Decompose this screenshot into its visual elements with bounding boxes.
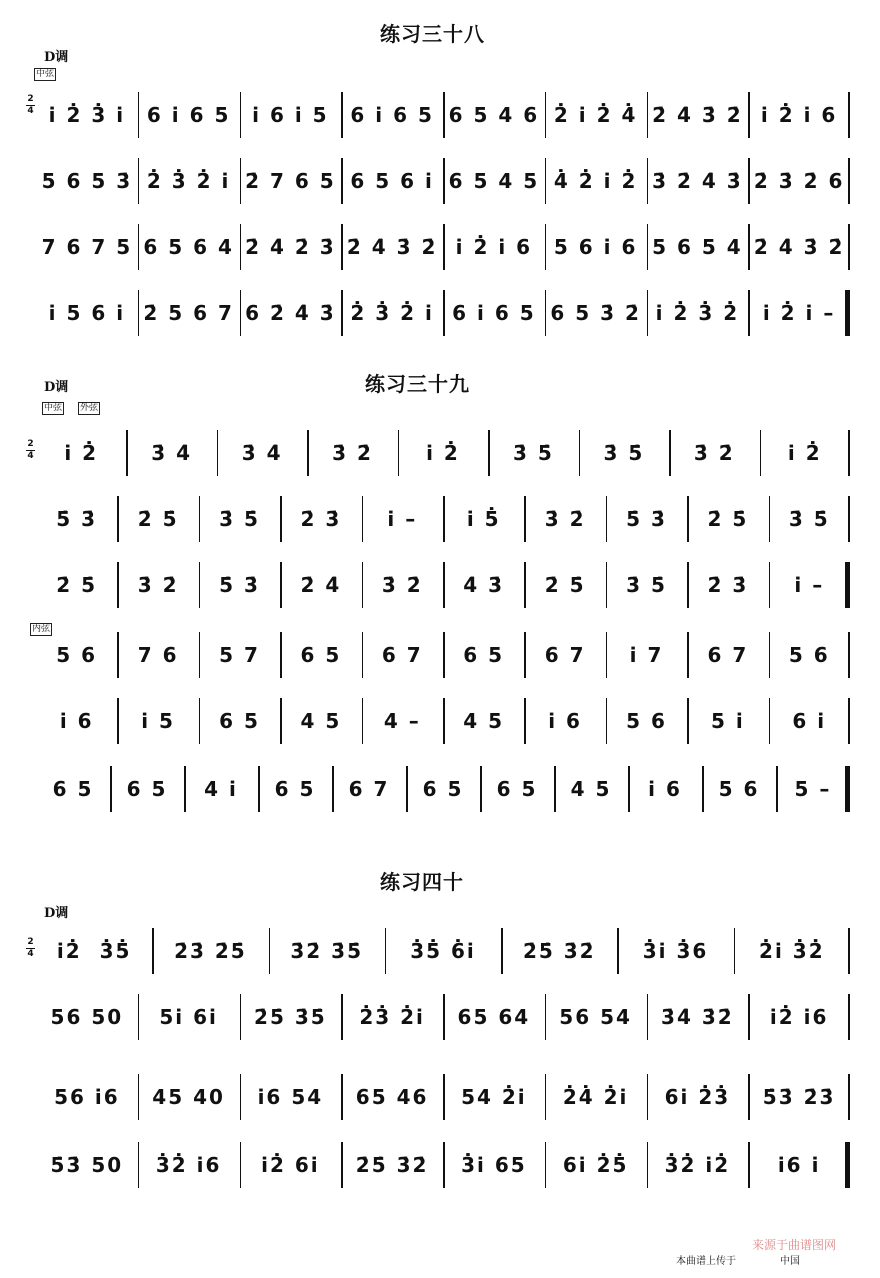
measure: 6 7 <box>381 643 423 667</box>
bar-line <box>280 562 282 608</box>
bar-line <box>443 224 445 270</box>
measure: i̇ 2̇ 3̇ i̇ <box>48 103 126 127</box>
exercise-39-title: 练习三十九 <box>365 372 470 396</box>
bar-line <box>217 430 219 476</box>
bar-line <box>443 290 445 336</box>
measure: 65 64 <box>457 1005 531 1029</box>
bar-line <box>848 158 850 204</box>
bar-line <box>199 632 201 678</box>
bar-line <box>748 994 750 1040</box>
measure: 2̇ 3̇ <box>300 507 342 531</box>
bar-line <box>341 994 343 1040</box>
score-line <box>36 430 850 476</box>
score-line <box>36 1142 850 1188</box>
bar-line <box>138 224 140 270</box>
score-line <box>36 158 850 204</box>
measure: 4 i̇ <box>204 777 238 801</box>
measure: 3̇ 5̇ <box>626 573 667 597</box>
score-line <box>36 928 850 974</box>
bar-line <box>443 1074 445 1120</box>
bar-line <box>280 496 282 542</box>
bar-line <box>501 928 503 974</box>
measure: 2̇ 3̇ 2̇ i̇ <box>146 169 231 193</box>
measure: 2̇4̇ 2̇i̇ <box>562 1085 629 1109</box>
measure: i̇ 2̇ 3̇ 2̇ <box>655 301 740 325</box>
measure: 2̇i̇ 3̇2̇ <box>759 939 825 963</box>
bar-line <box>606 698 608 744</box>
bar-line <box>138 290 140 336</box>
bar-line <box>199 496 201 542</box>
measure: 6 5 4 6 <box>448 103 540 127</box>
bar-line <box>488 430 490 476</box>
bar-line <box>240 290 242 336</box>
measure: 6 5 <box>300 643 342 667</box>
bar-line <box>734 928 736 974</box>
measure: 6 i̇ 6 5 <box>146 103 231 127</box>
bar-line <box>117 496 119 542</box>
measure: 6 i̇ 6 5 <box>452 301 536 325</box>
bar-line <box>769 562 771 608</box>
measure: i̇ – <box>794 573 825 597</box>
bar-line <box>702 766 704 812</box>
measure: 6 5 3̇ 2̇ <box>550 301 641 325</box>
measure: 5i̇ 6i̇ <box>159 1005 218 1029</box>
bar-line <box>443 632 445 678</box>
measure: 5 6 i̇ 6 <box>553 235 638 259</box>
bar-line <box>848 994 850 1040</box>
bar-line <box>341 158 343 204</box>
exercise-38-time-signature: 2 4 <box>27 94 34 116</box>
measure: i̇ 6 i̇ 5 <box>252 103 329 127</box>
bar-line <box>443 92 445 138</box>
measure: 6 7 <box>707 643 749 667</box>
exercise-40-key: D调 <box>44 906 69 921</box>
bar-line <box>443 698 445 744</box>
bar-line <box>110 766 112 812</box>
final-bar-line <box>845 562 850 608</box>
measure: 3̇5̇ 6̇i̇ <box>410 939 476 963</box>
score-line <box>36 562 850 608</box>
bar-line <box>152 928 154 974</box>
score-line <box>36 224 850 270</box>
final-bar-line <box>845 766 850 812</box>
measure: 3̇ 2̇ <box>332 441 373 465</box>
bar-line <box>269 928 271 974</box>
measure: i̇2̇ 3̇5̇ <box>56 939 132 963</box>
measure: 2̇ 5 6 7 <box>143 301 234 325</box>
bar-line <box>848 430 850 476</box>
measure: 4̇ 3̇ <box>463 573 505 597</box>
exercise-38-title: 练习三十八 <box>380 22 485 46</box>
measure: 6 5 <box>274 777 316 801</box>
bar-line <box>748 224 750 270</box>
bar-line <box>362 698 364 744</box>
measure: 3̇ 2̇ <box>693 441 735 465</box>
measure: 6 7 <box>544 643 586 667</box>
measure: 4 – <box>383 709 421 733</box>
measure: i̇ 2̇ <box>426 441 460 465</box>
measure: 5̇ 3̇ <box>219 573 260 597</box>
bar-line <box>307 430 309 476</box>
bar-line <box>362 632 364 678</box>
measure: 5 6 <box>626 709 667 733</box>
bar-line <box>117 632 119 678</box>
measure: 2̇ 3̇ 2̇ i̇ <box>350 301 434 325</box>
score-line <box>36 994 850 1040</box>
measure: 5 6 5 3̇ <box>41 169 133 193</box>
measure: i̇ 5̇ <box>466 507 501 531</box>
score-line <box>36 290 850 336</box>
measure: 2̇3̇ 2̇i̇ <box>359 1005 425 1029</box>
measure: 2̇3̇ 2̇5̇ <box>174 939 247 963</box>
footer-upload-note: 本曲谱上传于 <box>676 1256 736 1267</box>
exercise-39-key: D调 <box>44 380 69 395</box>
bar-line <box>848 632 850 678</box>
bar-line <box>280 632 282 678</box>
bar-line <box>769 698 771 744</box>
bar-line <box>748 1142 750 1188</box>
measure: 45 40 <box>152 1085 225 1109</box>
bar-line <box>687 632 689 678</box>
measure: 3̇2̇ 3̇5̇ <box>290 939 364 963</box>
exercise-40-time-signature: 2 4 <box>27 937 34 959</box>
measure: 6 5 <box>463 643 505 667</box>
measure: 3̇4̇ 3̇2̇ <box>661 1005 734 1029</box>
bar-line <box>240 994 242 1040</box>
final-bar-line <box>845 290 850 336</box>
bar-line <box>126 430 128 476</box>
measure: i̇ 2̇ <box>787 441 822 465</box>
measure: i̇6 i̇ <box>777 1153 821 1177</box>
bar-line <box>617 928 619 974</box>
score-line <box>36 496 850 542</box>
measure: 4̇ 2̇ i̇ 2̇ <box>553 169 638 193</box>
exercise-40-title: 练习四十 <box>380 870 464 894</box>
measure: 3̇ 2̇ <box>381 573 423 597</box>
bar-line <box>443 496 445 542</box>
measure: 3̇ 5̇ <box>603 441 645 465</box>
measure: 3̇ 5̇ <box>219 507 260 531</box>
measure: i̇ – <box>387 507 418 531</box>
exercise-39-string-mark-middle: 中弦 <box>44 403 63 413</box>
measure: 5 – <box>794 777 832 801</box>
measure: 3̇2̇ i̇2̇ <box>664 1153 731 1177</box>
measure: 6 i̇ <box>792 709 827 733</box>
bar-line <box>848 1074 850 1120</box>
measure: 6i̇ 2̇5̇ <box>562 1153 629 1177</box>
bar-line <box>579 430 581 476</box>
bar-line <box>138 994 140 1040</box>
measure: i̇ 2̇ i̇ – <box>762 301 836 325</box>
bar-line <box>545 994 547 1040</box>
bar-line <box>138 1142 140 1188</box>
measure: 6 5 <box>422 777 464 801</box>
measure: 2̇ 7 6 5 <box>245 169 336 193</box>
bar-line <box>606 496 608 542</box>
measure: 65 46 <box>355 1085 429 1109</box>
score-line <box>36 632 850 678</box>
measure: 3̇ 2̇ 4̇ 3̇ <box>652 169 743 193</box>
score-line <box>36 698 850 744</box>
measure: i̇2̇ i̇6 <box>769 1005 829 1029</box>
measure: 2̇ 4̇ 3̇ 2̇ <box>652 103 743 127</box>
measure: 5̇3̇ 2̇3̇ <box>762 1085 836 1109</box>
exercise-38-key: D调 <box>44 50 69 65</box>
measure: 5̇3̇ 50 <box>50 1153 124 1177</box>
bar-line <box>647 224 649 270</box>
measure: 3̇ 4̇ <box>151 441 193 465</box>
bar-line <box>240 1142 242 1188</box>
bar-line <box>628 766 630 812</box>
bar-line <box>669 430 671 476</box>
bar-line <box>545 158 547 204</box>
measure: 2̇ 5̇ <box>56 573 98 597</box>
measure: i̇ 2̇ <box>64 441 99 465</box>
final-bar-line <box>845 1142 850 1188</box>
measure: 3̇ 5̇ <box>513 441 554 465</box>
measure: i̇ 6 <box>59 709 94 733</box>
measure: 6 5 <box>52 777 94 801</box>
measure: 5 7 <box>219 643 260 667</box>
measure: 5 6 <box>718 777 760 801</box>
score-line <box>36 1074 850 1120</box>
bar-line <box>606 562 608 608</box>
measure: 2̇ 3̇ <box>707 573 749 597</box>
bar-line <box>687 562 689 608</box>
measure: 2̇ 4̇ 3̇ 2̇ <box>753 235 845 259</box>
measure: 2̇ 5̇ <box>707 507 749 531</box>
footer-site-name: 中国 <box>780 1256 800 1267</box>
measure: i̇ 2̇ i̇ 6 <box>760 103 838 127</box>
bar-line <box>443 158 445 204</box>
measure: 56 i̇6 <box>54 1085 120 1109</box>
measure: i̇ 6 <box>548 709 582 733</box>
exercise-39-string-mark-outer: 外弦 <box>80 403 99 413</box>
measure: 6 i̇ 6 5 <box>350 103 434 127</box>
measure: i̇ 6 <box>648 777 682 801</box>
measure: 2̇ 3̇ 2̇ 6 <box>753 169 845 193</box>
bar-line <box>848 928 850 974</box>
measure: 6 2̇ 4̇ 3̇ <box>245 301 336 325</box>
bar-line <box>647 994 649 1040</box>
measure: 5 6 5 4 <box>652 235 743 259</box>
measure: 3̇i̇ 3̇6 <box>642 939 709 963</box>
measure: 2̇ i̇ 2̇ 4̇ <box>553 103 638 127</box>
measure: 7 6 7 5 <box>41 235 133 259</box>
score-line <box>36 766 850 812</box>
bar-line <box>341 290 343 336</box>
measure: 4 5 <box>463 709 505 733</box>
bar-line <box>184 766 186 812</box>
bar-line <box>545 290 547 336</box>
measure: 3̇ 5̇ <box>788 507 830 531</box>
bar-line <box>848 496 850 542</box>
bar-line <box>341 1074 343 1120</box>
bar-line <box>240 224 242 270</box>
bar-line <box>406 766 408 812</box>
bar-line <box>545 224 547 270</box>
bar-line <box>524 698 526 744</box>
bar-line <box>258 766 260 812</box>
bar-line <box>524 496 526 542</box>
bar-line <box>748 92 750 138</box>
bar-line <box>280 698 282 744</box>
measure: 3̇ 4̇ <box>241 441 283 465</box>
measure: i̇ 7 <box>629 643 664 667</box>
bar-line <box>545 1074 547 1120</box>
measure: 5 6 <box>56 643 98 667</box>
bar-line <box>687 496 689 542</box>
bar-line <box>117 562 119 608</box>
measure: 56 50 <box>50 1005 124 1029</box>
bar-line <box>199 698 201 744</box>
bar-line <box>138 92 140 138</box>
measure: 4 5 <box>570 777 612 801</box>
measure: 6 5 6 4 <box>143 235 234 259</box>
measure: 5̇ 3̇ <box>626 507 667 531</box>
bar-line <box>748 158 750 204</box>
bar-line <box>240 158 242 204</box>
measure: 2̇ 5̇ <box>544 573 586 597</box>
measure: 5 i̇ <box>711 709 745 733</box>
measure: 5 6 <box>788 643 830 667</box>
measure: i̇2̇ 6i̇ <box>261 1153 320 1177</box>
measure: 6 7 <box>348 777 390 801</box>
bar-line <box>769 632 771 678</box>
measure: 4 5 <box>300 709 342 733</box>
footer-watermark: 来源于曲谱图网 <box>752 1238 837 1252</box>
measure: 3̇ 2̇ <box>137 573 179 597</box>
bar-line <box>341 92 343 138</box>
measure: 2̇ 4̇ 3̇ 2̇ <box>346 235 438 259</box>
bar-line <box>240 1074 242 1120</box>
bar-line <box>443 562 445 608</box>
measure: 3̇ 2̇ <box>544 507 586 531</box>
measure: 7 6 <box>137 643 179 667</box>
measure: 2̇ 5̇ <box>137 507 179 531</box>
measure: 2̇ 4̇ 2̇ 3̇ <box>245 235 336 259</box>
bar-line <box>362 496 364 542</box>
measure: 2̇5̇ 3̇2̇ <box>522 939 596 963</box>
bar-line <box>138 1074 140 1120</box>
measure: 2̇ 4̇ <box>300 573 342 597</box>
bar-line <box>647 158 649 204</box>
measure: 6 5 4 5 <box>448 169 540 193</box>
measure: i̇ 5 6 i̇ <box>48 301 126 325</box>
measure: 6 5 <box>126 777 168 801</box>
measure: i̇ 5 <box>141 709 175 733</box>
bar-line <box>398 430 400 476</box>
bar-line <box>848 224 850 270</box>
bar-line <box>848 698 850 744</box>
bar-line <box>687 698 689 744</box>
bar-line <box>769 496 771 542</box>
measure: 6i̇ 2̇3̇ <box>664 1085 731 1109</box>
bar-line <box>332 766 334 812</box>
measure: 6 5 <box>219 709 260 733</box>
bar-line <box>362 562 364 608</box>
bar-line <box>240 92 242 138</box>
bar-line <box>524 562 526 608</box>
bar-line <box>647 1142 649 1188</box>
score-line <box>36 92 850 138</box>
bar-line <box>385 928 387 974</box>
measure: 3̇2̇ i̇6 <box>155 1153 222 1177</box>
bar-line <box>341 1142 343 1188</box>
bar-line <box>848 92 850 138</box>
bar-line <box>443 994 445 1040</box>
measure: 2̇5̇ 3̇5̇ <box>254 1005 327 1029</box>
bar-line <box>554 766 556 812</box>
bar-line <box>545 92 547 138</box>
exercise-39-string-mark-inner: 内弦 <box>32 624 51 634</box>
bar-line <box>776 766 778 812</box>
bar-line <box>443 1142 445 1188</box>
measure: i̇ 2̇ i̇ 6 <box>455 235 533 259</box>
measure: 2̇5̇ 3̇2̇ <box>355 1153 429 1177</box>
exercise-38-string-mark: 中弦 <box>36 69 55 79</box>
measure: 6 5 <box>496 777 538 801</box>
measure: 54 2̇i̇ <box>461 1085 527 1109</box>
measure: 3̇i̇ 65 <box>461 1153 527 1177</box>
exercise-39-time-signature: 2 4 <box>27 439 34 461</box>
bar-line <box>341 224 343 270</box>
bar-line <box>647 92 649 138</box>
measure: 5̇ 3̇ <box>56 507 98 531</box>
bar-line <box>138 158 140 204</box>
bar-line <box>748 1074 750 1120</box>
bar-line <box>647 1074 649 1120</box>
bar-line <box>545 1142 547 1188</box>
bar-line <box>760 430 762 476</box>
measure: 6 5 6 i̇ <box>350 169 434 193</box>
bar-line <box>524 632 526 678</box>
measure: i̇6 54 <box>257 1085 324 1109</box>
bar-line <box>117 698 119 744</box>
bar-line <box>748 290 750 336</box>
bar-line <box>199 562 201 608</box>
bar-line <box>480 766 482 812</box>
bar-line <box>606 632 608 678</box>
bar-line <box>647 290 649 336</box>
measure: 56 54 <box>559 1005 632 1029</box>
